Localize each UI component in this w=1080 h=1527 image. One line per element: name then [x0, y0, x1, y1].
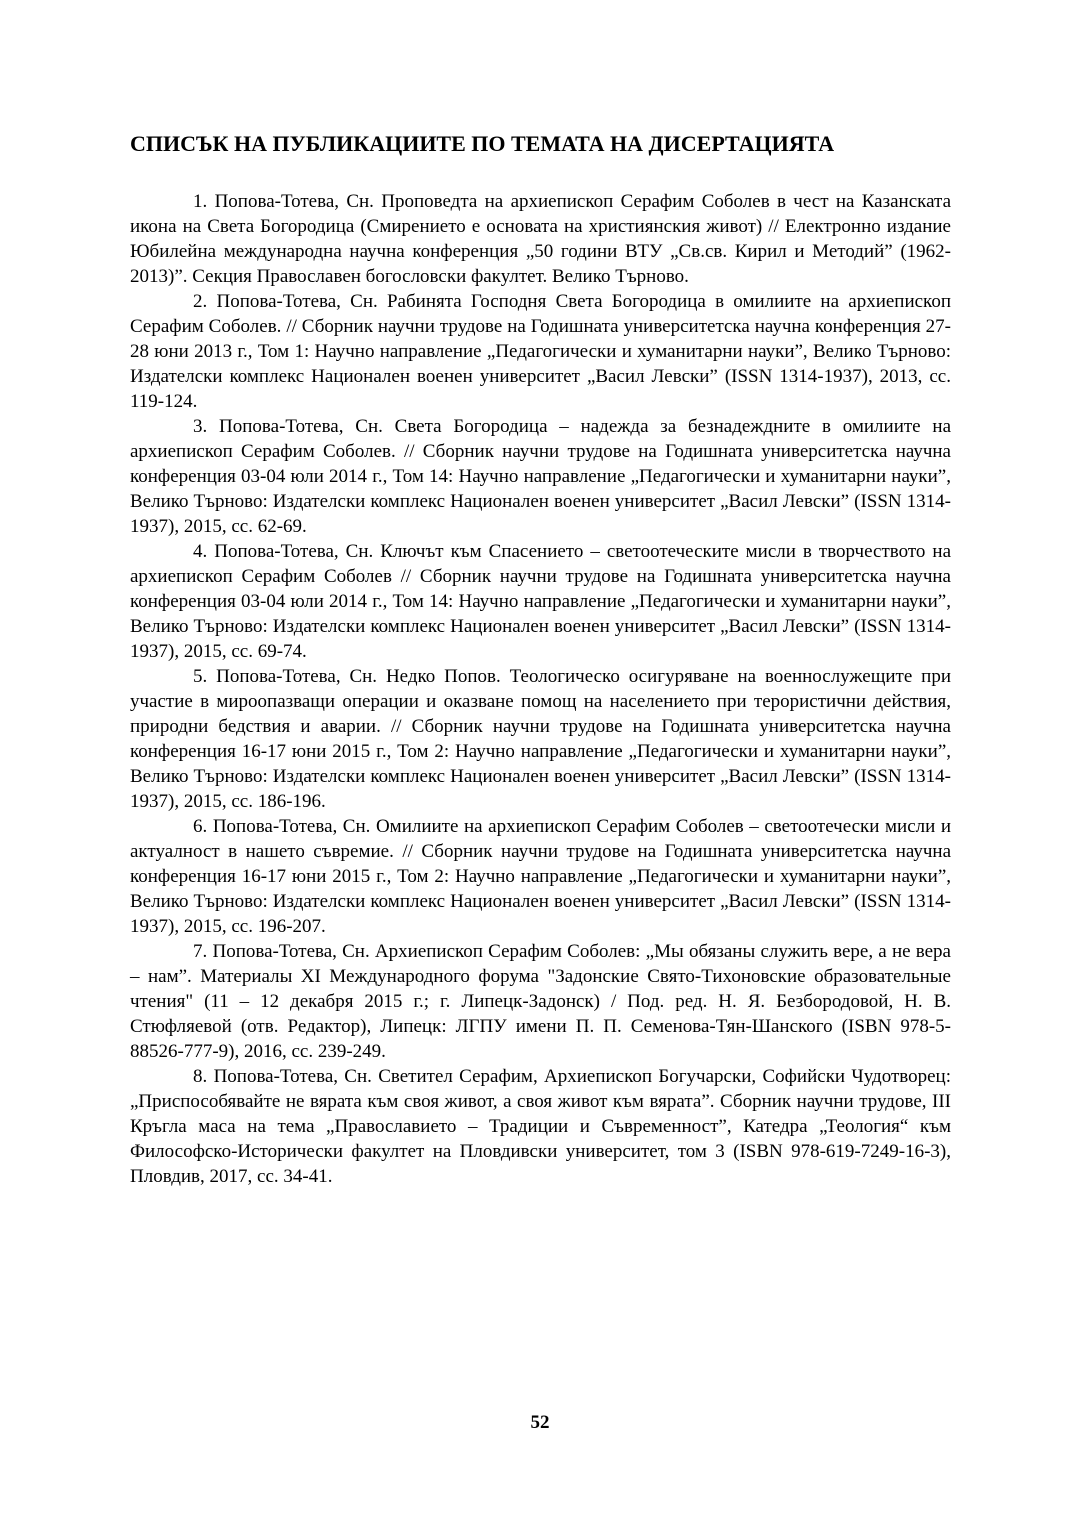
publication-number: 4.: [193, 541, 208, 562]
publication-number: 5.: [193, 666, 208, 687]
publication-number: 1.: [193, 191, 208, 212]
page-number: 52: [530, 1412, 550, 1433]
publication-text: Попова-Тотева, Сн. Ключът към Спасението – светоотеческите мисли в творчеството на архиепископ Серафим Соболев // Сборник научни трудове на Годишната университетска научна конференция 03-04 юли 2014 г., Том 14: Научно направление „Педагогически и хуманитарни науки”, Велико Търново: Издателски комплекс Национален военен университет „Васил Левски” (ISSN 1314-1937), 2015, сс. 69-74.: [130, 541, 951, 662]
publication-text: Попова-Тотева, Сн. Рабинята Господня Света Богородица в омилиите на архиепископ Серафим Соболев. // Сборник научни трудове на Годишната университетска научна конференция 27-28 юни 2013 г., Том 1: Научно направление „Педагогически и хуманитарни науки”, Велико Търново: Издателски комплекс Национален военен университет „Васил Левски” (ISSN 1314-1937), 2013, сс. 119-124.: [130, 291, 951, 412]
publication-number: 8.: [193, 1066, 208, 1087]
publication-list: [130, 189, 951, 1189]
publication-item: [130, 939, 951, 1064]
publication-item: [130, 289, 951, 414]
publication-text: Попова-Тотева, Сн. Омилиите на архиепископ Серафим Соболев – светоотечески мисли и актуалност в нашето съвремие. // Сборник научни трудове на Годишната университетска научна конференция 16-17 юни 2015 г., Том 2: Научно направление „Педагогически и хуманитарни науки”, Велико Търново: Издателски комплекс Национален военен университет „Васил Левски” (ISSN 1314-1937), 2015, сс. 196-207.: [130, 816, 952, 937]
publication-item: [130, 539, 951, 664]
publication-item: [130, 414, 951, 539]
publication-text: Попова-Тотева, Сн. Светител Серафим, Архиепископ Богучарски, Софийски Чудотворец: „Приспособявайте не вярата към своя живот, а своя живот към вярата”. Сборник научни трудове, III Кръгла маса на тема „Православието – Традиции и Съвременност”, Катедра „Теология“ към Философско-Исторически факултет на Пловдивски университет, том 3 (ISBN 978-619-7249-16-3), Пловдив, 2017, сс. 34-41.: [130, 1066, 951, 1187]
publication-item: [130, 814, 951, 939]
publication-item: [130, 664, 951, 814]
publication-number: 7.: [193, 941, 208, 962]
publication-number: 2.: [193, 291, 208, 312]
publication-item: [130, 189, 951, 289]
publication-text: Попова-Тотева, Сн. Архиепископ Серафим Соболев: „Мы обязаны служить вере, а не вера – нам”. Материалы XI Международного форума "Задонские Свято-Тихоновские образовательные чтения" (11 – 12 декабря 2015 г.; г. Липецк-Задонск) / Под. ред. Н. Я. Безбородовой, Н. В. Стюфляевой (отв. Редактор), Липецк: ЛГПУ имени П. П. Семенова-Тян-Шанского (ISBN 978-5-88526-777-9), 2016, сс. 239-249.: [130, 941, 951, 1062]
publication-text: Попова-Тотева, Сн. Света Богородица – надежда за безнадеждните в омилиите на архиепископ Серафим Соболев. // Сборник научни трудове на Годишната университетска научна конференция 03-04 юли 2014 г., Том 14: Научно направление „Педагогически и хуманитарни науки”, Велико Търново: Издателски комплекс Национален военен университет „Васил Левски” (ISSN 1314-1937), 2015, сс. 62-69.: [130, 416, 952, 537]
publication-number: 6.: [193, 816, 208, 837]
publication-item: [130, 1064, 951, 1189]
publication-text: Попова-Тотева, Сн. Недко Попов. Теологическо осигуряване на военнослужещите при участие в мироопазващи операции и оказване помощ на населението при терористични действия, природни бедствия и аварии. // Сборник научни трудове на Годишната университетска научна конференция 16-17 юни 2015 г., Том 2: Научно направление „Педагогически и хуманитарни науки”, Велико Търново: Издателски комплекс Национален военен университет „Васил Левски” (ISSN 1314-1937), 2015, сс. 186-196.: [130, 666, 951, 812]
publication-text: Попова-Тотева, Сн. Проповедта на архиепископ Серафим Соболев в чест на Казанската икона на Света Богородица (Смирението е основата на християнския живот) // Електронно издание Юбилейна международна научна конференция „50 години ВТУ „Св.св. Кирил и Методий” (1962-2013)”. Секция Православен богословски факултет. Велико Търново.: [130, 191, 952, 287]
document-title: СПИСЪК НА ПУБЛИКАЦИИТЕ ПО ТЕМАТА НА ДИСЕРТАЦИЯТА: [130, 131, 835, 156]
publication-number: 3.: [193, 416, 208, 437]
